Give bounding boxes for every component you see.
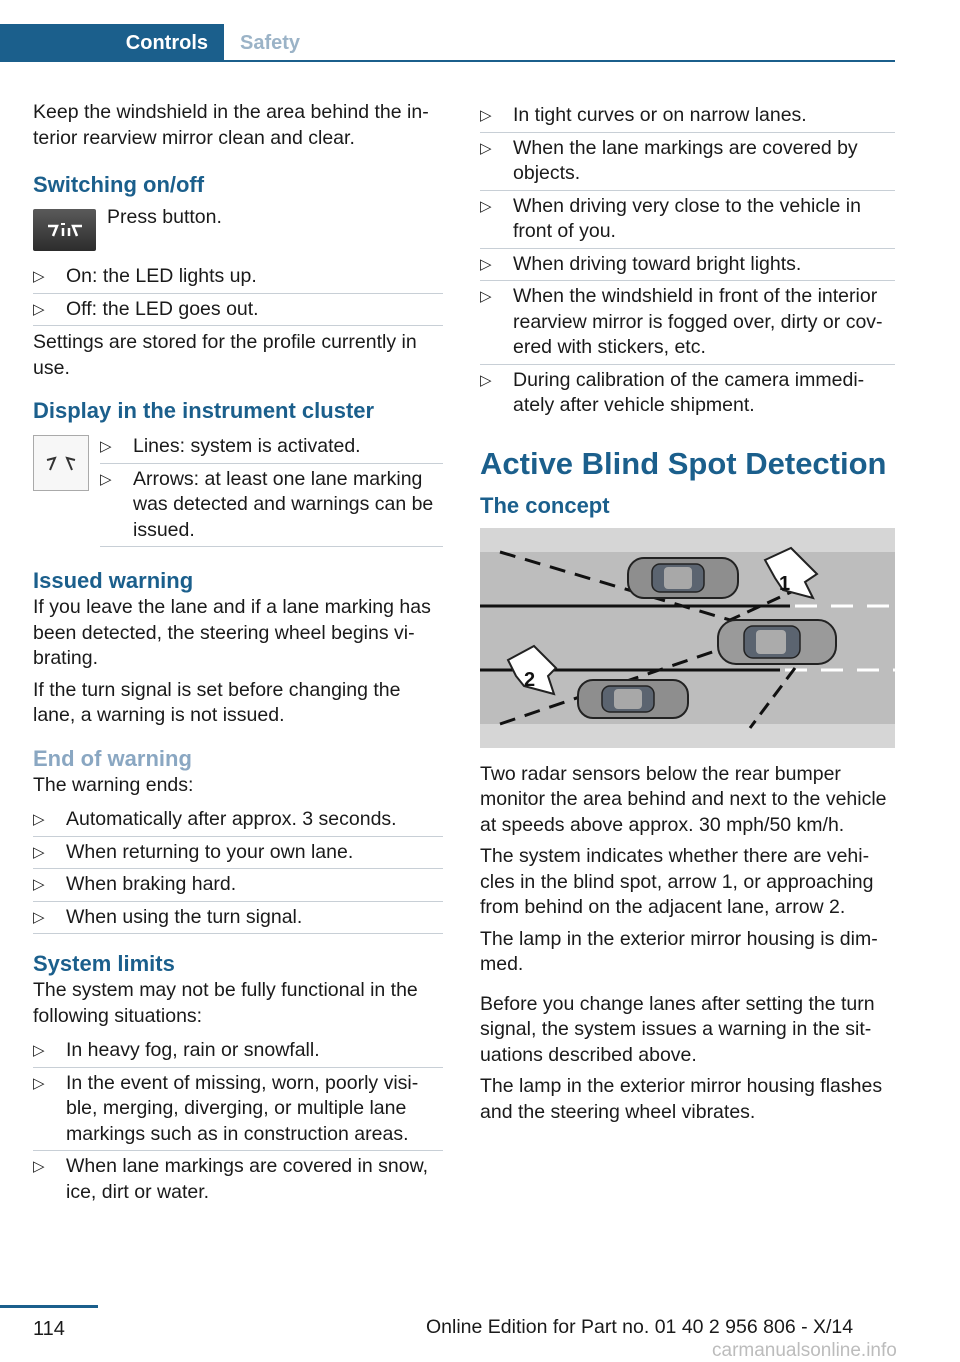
lane-departure-button-icon — [33, 209, 96, 251]
list-item: ▷ Lines: system is activated. — [100, 431, 443, 464]
heading-end-of-warning: End of warning — [33, 745, 192, 771]
list-item: ▷ When lane markings are covered in snow, ice, dirt or water. — [33, 1155, 429, 1203]
list-item: ▷ When driving very close to the vehicle in front of you. — [480, 191, 895, 249]
triangle-bullet-icon: ▷ — [33, 908, 45, 926]
arrow-2-label: 2 — [524, 668, 536, 691]
concept-paragraph-5: The lamp in the exterior mirror housing flashes and the steering wheel vibrates. — [480, 1075, 883, 1123]
chapter-header — [0, 0, 895, 62]
heading-system-limits: System limits — [33, 951, 175, 976]
triangle-bullet-icon: ▷ — [33, 268, 45, 285]
triangle-bullet-icon: ▷ — [33, 876, 45, 893]
instrument-cluster-lane-icon — [33, 435, 89, 491]
end-list — [33, 804, 443, 934]
intro-paragraph: Keep the windshield in the area behind the interior rearview mirror clean and clear. — [33, 101, 429, 149]
limits-intro: The system may not be fully functional in the following situations: — [33, 979, 418, 1027]
triangle-bullet-icon: ▷ — [480, 139, 492, 157]
triangle-bullet-icon: ▷ — [100, 470, 112, 488]
list-item: ▷ When braking hard. — [33, 869, 443, 902]
triangle-bullet-icon: ▷ — [480, 255, 492, 273]
tab-controls[interactable]: Controls — [0, 24, 224, 62]
heading-display: Display in the instrument cluster — [33, 398, 375, 423]
list-item: ▷ On: the LED lights up. — [33, 261, 443, 294]
concept-paragraph-2: The system indicates whether there are vehicles in the blind spot, arrow 1, or approaching from behind on the adjacent lane, arrow 2. — [480, 845, 874, 918]
button-row — [33, 205, 443, 251]
triangle-bullet-icon: ▷ — [33, 811, 45, 828]
triangle-bullet-icon: ▷ — [480, 197, 492, 215]
list-item: ▷ When driving toward bright lights. — [480, 249, 895, 282]
triangle-bullet-icon: ▷ — [480, 288, 492, 305]
triangle-bullet-icon: ▷ — [480, 107, 492, 124]
tab-safety[interactable]: Safety — [240, 31, 301, 54]
display-list — [100, 431, 443, 547]
list-item: ▷ In tight curves or on narrow lanes. — [480, 100, 895, 133]
end-intro: The warning ends: — [33, 773, 194, 796]
issued-paragraph-2: If the turn signal is set before changing the lane, a warning is not issued. — [33, 678, 401, 726]
footer-rule — [0, 1305, 98, 1308]
limits-list — [33, 1035, 443, 1208]
heading-issued-warning: Issued warning — [33, 568, 194, 593]
triangle-bullet-icon: ▷ — [33, 1074, 45, 1092]
right-column — [480, 100, 895, 1131]
header-rule — [0, 60, 895, 62]
triangle-bullet-icon: ▷ — [33, 1042, 45, 1059]
triangle-bullet-icon: ▷ — [33, 1158, 45, 1175]
watermark: carmanualsonline.info — [712, 1340, 897, 1361]
limits-list-continued — [480, 100, 895, 422]
list-item: ▷ When returning to your own lane. — [33, 837, 443, 870]
left-column — [33, 100, 443, 1208]
page-number: 114 — [33, 1318, 65, 1340]
list-item: ▷ When the lane markings are covered by objects. — [480, 133, 895, 191]
list-item: ▷ Off: the LED goes out. — [33, 294, 443, 327]
list-item: ▷ In the event of missing, worn, poorly visible, merging, diverging, or multiple lane markings such as in construction areas. — [33, 1068, 443, 1152]
triangle-bullet-icon: ▷ — [480, 371, 492, 389]
triangle-bullet-icon: ▷ — [33, 300, 45, 318]
heading-switching: Switching on/off — [33, 172, 205, 197]
arrow-1-label: 1 — [779, 572, 791, 595]
list-item: ▷ Arrows: at least one lane marking was detected and warnings can be issued. — [100, 464, 443, 548]
heading-concept: The concept — [480, 492, 610, 518]
section-title: Active Blind Spot Detection — [480, 445, 887, 481]
list-item: ▷ In heavy fog, rain or snowfall. — [33, 1035, 443, 1068]
triangle-bullet-icon: ▷ — [100, 438, 112, 455]
display-row — [33, 431, 443, 547]
switch-list — [33, 261, 443, 326]
concept-paragraph-1: Two radar sensors below the rear bumper monitor the area behind and next to the vehicle at speeds above approx. 30 mph/50 km/h. — [480, 762, 887, 836]
issued-paragraph-1: If you leave the lane and if a lane marking has been detected, the steering wheel begins vibrating. — [33, 596, 431, 669]
press-button-text: Press button. — [107, 206, 222, 228]
list-item: ▷ When using the turn signal. — [33, 902, 443, 935]
settings-paragraph: Settings are stored for the profile currently in use. — [33, 331, 417, 379]
concept-paragraph-4: Before you change lanes after setting the turn signal, the system issues a warning in the situations described above. — [480, 992, 875, 1066]
blind-spot-illustration — [480, 528, 895, 748]
list-item: ▷ Automatically after approx. 3 seconds. — [33, 804, 443, 837]
triangle-bullet-icon: ▷ — [33, 843, 45, 861]
concept-paragraph-3: The lamp in the exterior mirror housing is dimmed. — [480, 927, 878, 975]
list-item: ▷ During calibration of the camera immediately after vehicle shipment. — [480, 368, 865, 416]
list-item: ▷ When the windshield in front of the interior rearview mirror is fogged over, dirty or covered with stickers, etc. — [480, 281, 895, 365]
edition-note: Online Edition for Part no. 01 40 2 956 806 - X/14 — [426, 1316, 854, 1338]
